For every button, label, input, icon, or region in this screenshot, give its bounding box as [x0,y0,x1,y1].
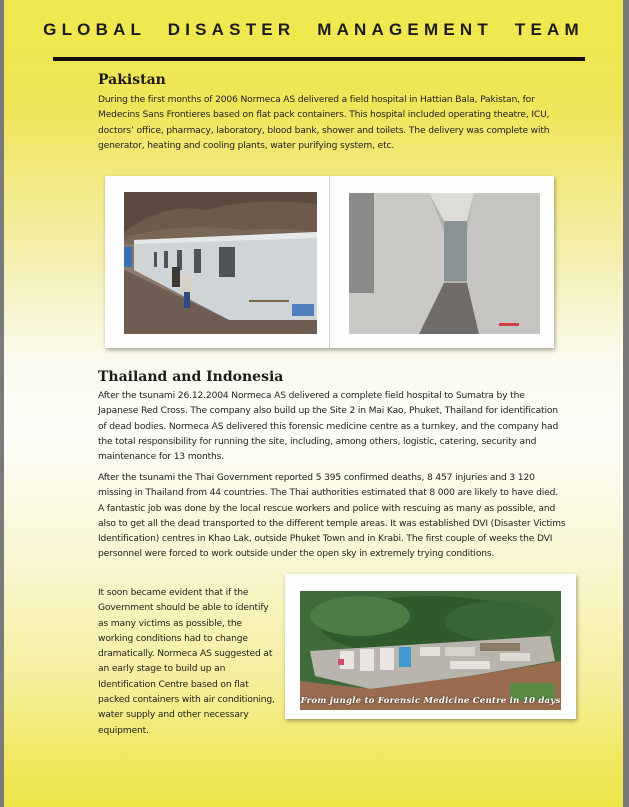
thailand-paragraph-3: It soon became evident that if the Government should be able to identify as many victims as possible, the working conditions had to change dramatically. Normeca AS suggested at an early stage to build up an Identification Centre based on flat packed containers with air conditioning, water supply and other necessary equipment. [98,588,275,736]
page-header-title: GLOBAL DISASTER MANAGEMENT TEAM [43,20,584,39]
thailand-paragraph-2: After the tsunami the Thai Government reported 5 395 confirmed deaths, 8 457 injuries and 3 120 missing in Thailand from 44 countries. The Thai authorities estimated that 8 000 are likely to have died. A fantastic job was done by the local rescue workers and police with rescuing as many as possible, and also to get all the dead transported to the different temple areas. It was established DVI (Disaster Victims Identification) centres in Khao Lak, outside Phuket Town and in Krabi. The first couple of weeks the DVI personnel were forced to work outside under the open sky in extremely trying conditions. [98,473,566,560]
header-divider [53,57,585,61]
forensic-centre-photo-frame [285,574,576,719]
thailand-paragraph-1: After the tsunami 26.12.2004 Normeca AS delivered a complete field hospital to Sumatra by the Japanese Red Cross. The company also build up the Site 2 in Mai Kao, Phuket, Thailand for identification of dead bodies. Normeca AS delivered this forensic medicine centre as a turnkey, and the company had the total responsibility for running the site, including, among others, logistic, catering, security and maintenance for 13 months. [98,391,559,463]
document-page [4,0,623,807]
photo-frame-divider [329,176,330,348]
pakistan-photo-frame [105,176,554,348]
containers-exterior-image [124,192,317,334]
containers-exterior-photo [124,192,317,334]
forensic-centre-photo-caption: From jungle to Forensic Medicine Centre in 10 days [300,696,561,706]
forensic-centre-aerial-image [300,591,561,710]
corridor-interior-image [349,193,540,334]
corridor-interior-photo [349,193,540,334]
pakistan-paragraph: During the first months of 2006 Normeca AS delivered a field hospital in Hattian Bala, Pakistan, for Medecins Sans Frontieres based on flat pack containers. This hospital included operating theatre, ICU, doctors’ office, pharmacy, laboratory, blood bank, shower and toilets. The delivery was complete with generator, heating and cooling plants, water purifying system, etc. [98,95,550,151]
forensic-centre-aerial-photo [300,591,561,710]
section-title-thailand-indonesia: Thailand and Indonesia [98,369,284,385]
section-title-pakistan: Pakistan [98,72,166,88]
